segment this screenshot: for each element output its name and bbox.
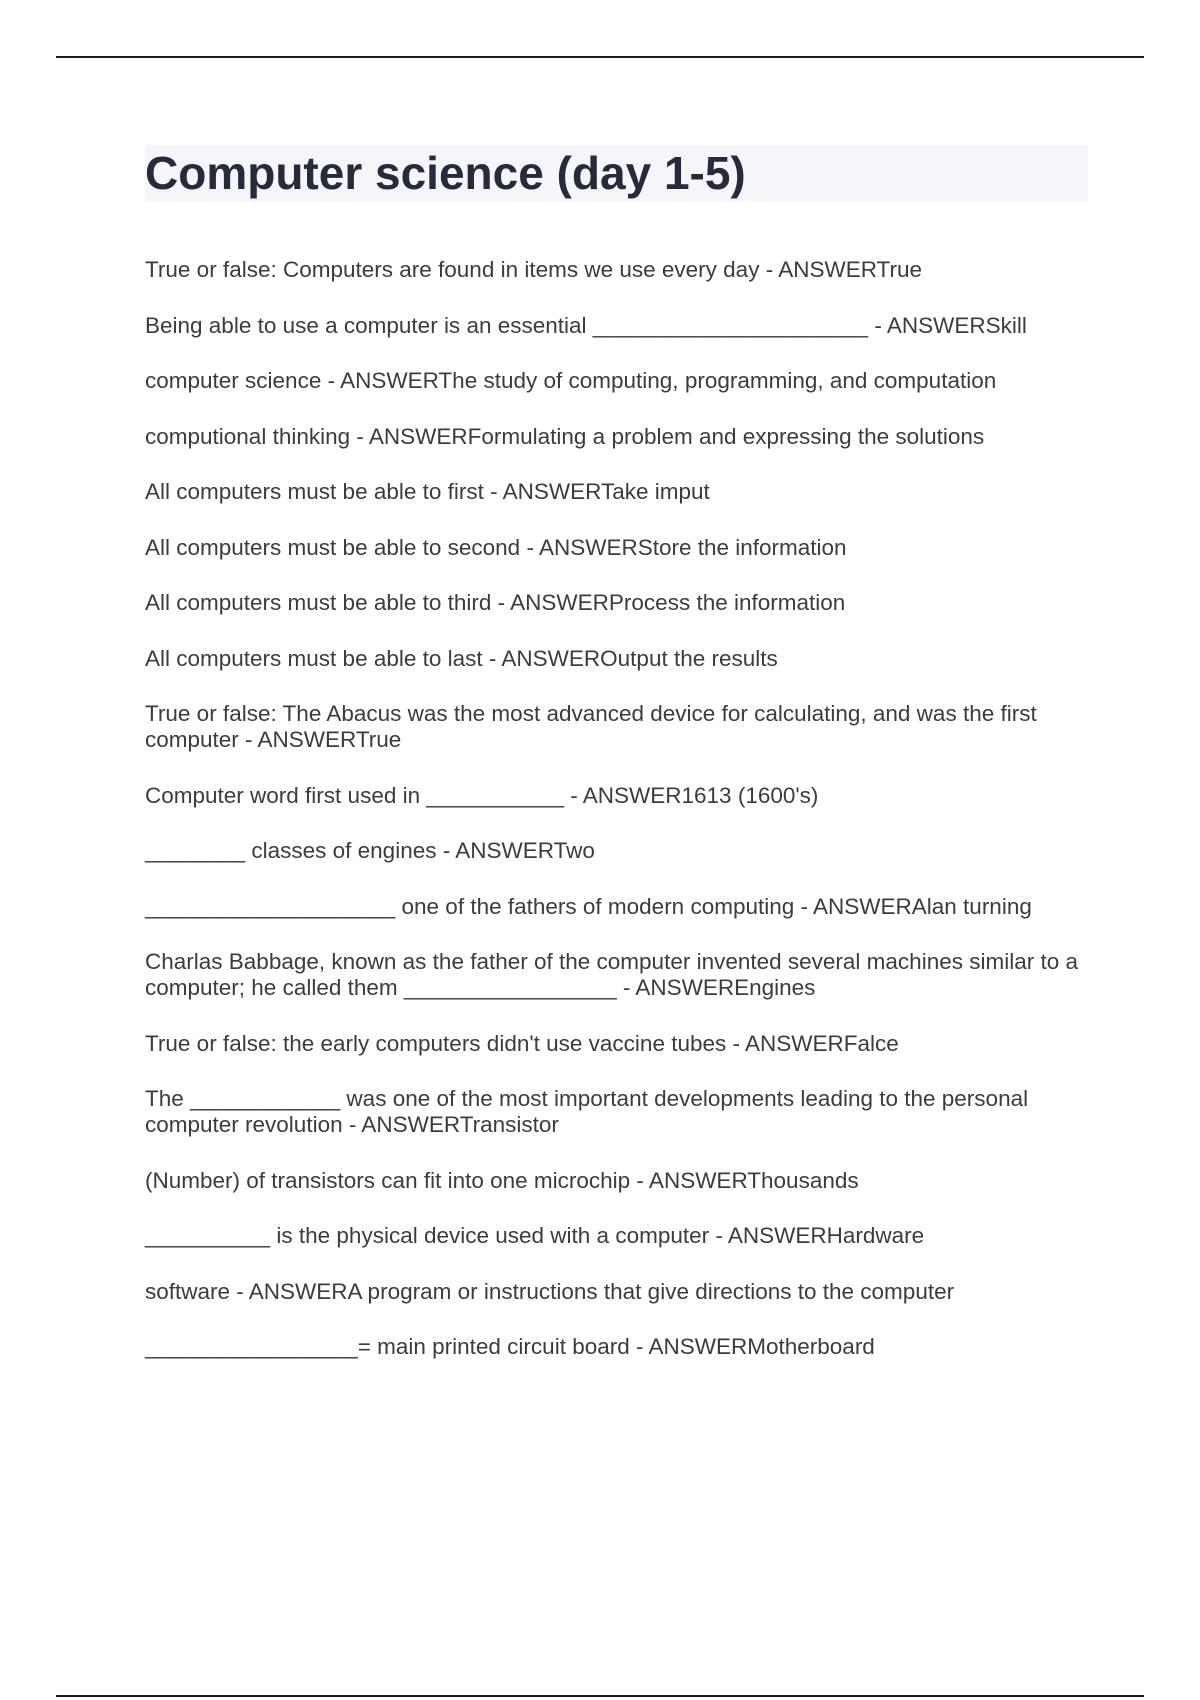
page-title: Computer science (day 1-5) xyxy=(145,147,746,199)
qa-item-5: All computers must be able to first - ANSWERTake imput xyxy=(145,479,710,504)
qa-item-11: ________ classes of engines - ANSWERTwo xyxy=(145,838,595,863)
bottom-rule xyxy=(56,1695,1144,1697)
qa-item-4: computional thinking - ANSWERFormulating a problem and expressing the solutions xyxy=(145,423,985,449)
qa-item-16: (Number) of transistors can fit into one microchip - ANSWERThousands xyxy=(145,1167,859,1193)
qa-item-19: _________________= main printed circuit board - ANSWERMotherboard xyxy=(145,1334,875,1359)
qa-item-12: ____________________ one of the fathers of modern computing - ANSWERAlan turning xyxy=(145,893,1032,919)
qa-item-10: Computer word first used in ___________ - ANSWER1613 (1600's) xyxy=(145,782,819,808)
qa-item-17: __________ is the physical device used with a computer - ANSWERHardware xyxy=(145,1223,925,1248)
qa-item-9: True or false: The Abacus was the most advanced device for calculating, and was the first computer - ANSWERTrue xyxy=(145,701,1037,752)
question-answer-list xyxy=(145,257,1080,1390)
qa-item-6: All computers must be able to second - ANSWERStore the information xyxy=(145,534,847,560)
qa-item-8: All computers must be able to last - ANSWEROutput the results xyxy=(145,645,778,671)
qa-item-1: True or false: Computers are found in items we use every day - ANSWERTrue xyxy=(145,257,922,282)
qa-item-14: True or false: the early computers didn't use vaccine tubes - ANSWERFalce xyxy=(145,1030,899,1056)
qa-item-15: The ____________ was one of the most important developments leading to the personal computer revolution - ANSWERTransistor xyxy=(145,1086,1029,1137)
qa-item-13: Charlas Babbage, known as the father of the computer invented several machines similar to a computer; he called them _________________ - ANSWEREngines xyxy=(145,949,1079,1000)
qa-item-2: Being able to use a computer is an essential ______________________ - ANSWERSkill xyxy=(145,312,1027,338)
qa-item-18: software - ANSWERA program or instructions that give directions to the computer xyxy=(145,1278,955,1304)
qa-item-7: All computers must be able to third - ANSWERProcess the information xyxy=(145,590,846,615)
top-rule xyxy=(56,56,1144,58)
qa-item-3: computer science - ANSWERThe study of computing, programming, and computation xyxy=(145,368,997,393)
